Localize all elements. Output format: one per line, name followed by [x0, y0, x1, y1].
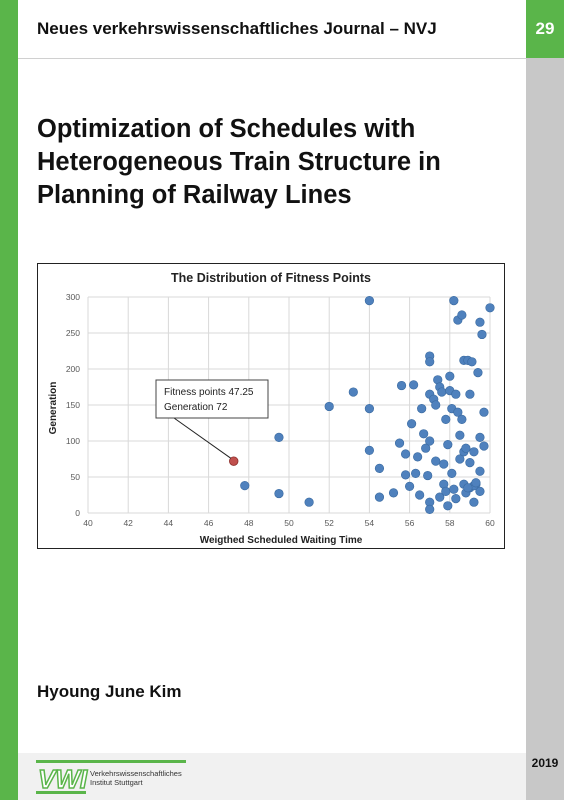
- x-tick-label: 54: [364, 518, 375, 528]
- data-point: [411, 469, 420, 478]
- x-tick-label: 56: [404, 518, 415, 528]
- x-tick-label: 58: [445, 518, 455, 528]
- data-point: [397, 381, 406, 390]
- x-tick-label: 46: [203, 518, 214, 528]
- data-point: [275, 489, 284, 498]
- data-point: [446, 372, 455, 381]
- data-point: [365, 296, 374, 305]
- data-point: [476, 467, 485, 476]
- chart-grid: [88, 297, 490, 513]
- chart-title: The Distribution of Fitness Points: [171, 271, 371, 285]
- data-point: [452, 494, 461, 503]
- data-point: [456, 431, 465, 440]
- annotation-leader-line: [174, 418, 231, 458]
- data-point: [425, 505, 434, 514]
- y-tick-label: 50: [70, 472, 80, 482]
- data-point: [240, 481, 249, 490]
- data-point: [464, 484, 473, 493]
- volume-number: 29: [526, 0, 564, 58]
- data-point: [480, 442, 489, 451]
- data-point: [375, 464, 384, 473]
- data-point: [486, 304, 495, 313]
- data-point: [462, 444, 471, 453]
- x-tick-label: 52: [324, 518, 334, 528]
- data-point: [458, 415, 467, 424]
- annotation-callout: [156, 380, 268, 458]
- data-point: [401, 471, 410, 480]
- data-point: [407, 419, 416, 428]
- data-point: [470, 498, 479, 507]
- publisher-line1: Verkehrswissenschaftliches: [90, 769, 182, 778]
- data-point: [450, 485, 459, 494]
- data-point: [401, 450, 410, 459]
- journal-title: Neues verkehrswissenschaftliches Journal – NVJ: [37, 19, 437, 38]
- data-point: [325, 402, 334, 411]
- book-title: Optimization of Schedules with Heterogeneous Train Structure in Planning of Railway Lines: [37, 115, 441, 209]
- data-point: [437, 388, 446, 397]
- data-point: [450, 296, 459, 305]
- data-point: [431, 401, 440, 410]
- annotation-line2: Generation 72: [164, 402, 228, 413]
- x-axis-label: Weigthed Scheduled Waiting Time: [199, 535, 363, 546]
- data-point: [365, 446, 374, 455]
- data-point: [441, 415, 450, 424]
- fitness-chart: [37, 263, 505, 549]
- data-point: [476, 433, 485, 442]
- data-point: [443, 502, 452, 511]
- data-point: [275, 433, 284, 442]
- data-point: [448, 469, 457, 478]
- y-tick-label: 0: [75, 508, 80, 518]
- data-point: [472, 478, 481, 487]
- x-tick-label: 42: [123, 518, 133, 528]
- publisher-line2: Institut Stuttgart: [90, 777, 143, 787]
- data-point: [365, 404, 374, 413]
- data-point: [458, 311, 467, 320]
- data-point: [423, 471, 432, 480]
- data-point: [466, 390, 475, 399]
- data-point: [468, 358, 477, 367]
- data-point: [452, 390, 461, 399]
- y-tick-label: 100: [65, 436, 80, 446]
- y-tick-label: 250: [65, 328, 80, 338]
- author-name: Hyoung June Kim: [37, 682, 182, 701]
- data-point: [425, 437, 434, 446]
- x-tick-label: 40: [83, 518, 93, 528]
- data-point: [405, 482, 414, 491]
- data-point: [439, 460, 448, 469]
- data-point: [417, 404, 426, 413]
- data-point: [443, 440, 452, 449]
- y-axis-label: Generation: [48, 381, 59, 435]
- x-tick-label: 50: [284, 518, 294, 528]
- data-point: [431, 457, 440, 466]
- data-point: [466, 458, 475, 467]
- vwi-logo-text: VWI: [38, 764, 88, 794]
- publication-year: 2019: [531, 756, 559, 770]
- data-point: [480, 408, 489, 417]
- x-tick-label: 44: [163, 518, 174, 528]
- y-tick-label: 200: [65, 364, 80, 374]
- data-point: [395, 439, 404, 448]
- data-point: [425, 358, 434, 367]
- publisher-name: [90, 770, 182, 787]
- data-point: [474, 368, 483, 377]
- data-point: [375, 493, 384, 502]
- data-point: [413, 453, 422, 462]
- right-grey-strip: [526, 0, 564, 800]
- data-point: [415, 491, 424, 500]
- x-tick-label: 48: [244, 518, 254, 528]
- data-point: [409, 381, 418, 390]
- data-point: [476, 318, 485, 327]
- data-point: [478, 330, 487, 339]
- data-point: [441, 487, 450, 496]
- y-tick-label: 150: [65, 400, 80, 410]
- y-tick-label: 300: [65, 292, 80, 302]
- data-point: [470, 448, 479, 457]
- x-tick-label: 60: [485, 518, 495, 528]
- annotation-line1: Fitness points 47.25: [164, 387, 254, 398]
- data-point: [389, 489, 398, 498]
- journal-header: [18, 0, 526, 59]
- data-point: [349, 388, 358, 397]
- data-point: [419, 430, 428, 439]
- chart-svg: [38, 264, 504, 548]
- data-point: [305, 498, 314, 507]
- left-green-strip: [0, 0, 18, 800]
